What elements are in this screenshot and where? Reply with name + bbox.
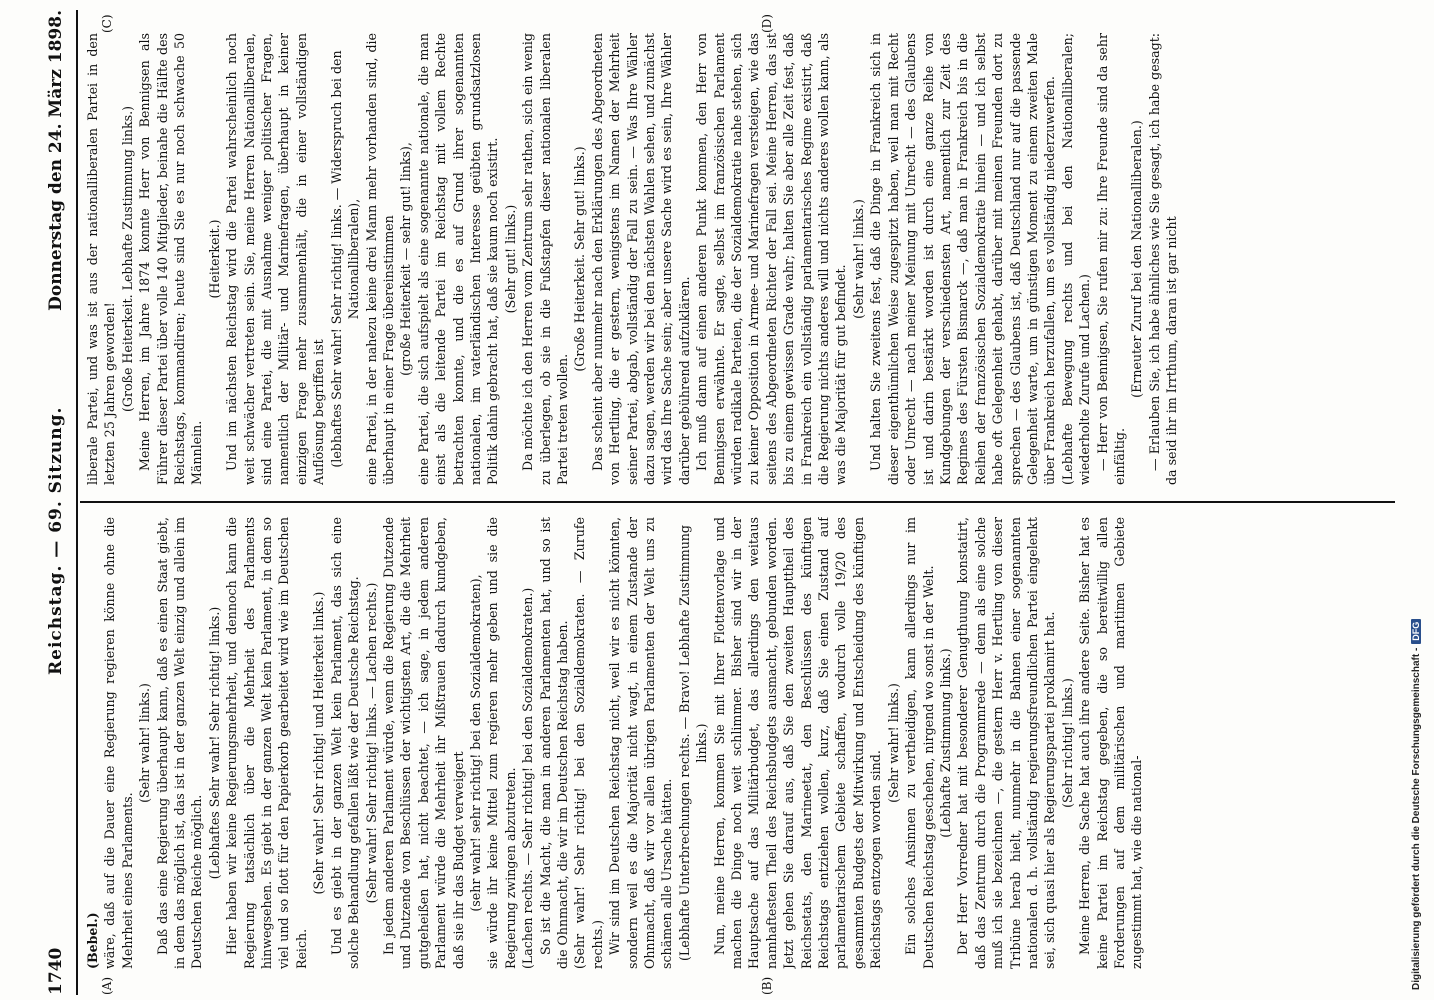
paragraph: Nun, meine Herren, kommen Sie mit Ihrer Flottenvorlage und machen die Dinge noch weit schlimmer. Bisher sind wir in der Hauptsache auf das Militärbudget, das allerdings den weitaus namhaftesten Theil des Reichsbudgets ausmacht, gebunden worden. Jetzt gehen Sie darauf aus, daß Sie den zweiten Haupttheil des Reichsetats, den Marineetat, den Beschlüssen des künftigen Reichstags entziehen wollen, kurz, daß Sie einen Zustand auf parlamentarischem Gebiete schaffen, wodurch volle 19/20 des gesammten Budgets der Mitwirkung und Entscheidung des künftigen Reichstags entzogen worden sind. [711, 517, 884, 969]
paragraph: Ein solches Ansinnen zu vertheidigen, kann allerdings nur im Deutschen Reichstag geschehen, nirgend wo sonst in der Welt. [903, 517, 936, 969]
paragraph: (lebhaftes Sehr wahr! Sehr richtig! links. — Widerspruch bei den Nationalliberalen), [328, 50, 362, 468]
paragraph: (Sehr wahr! Sehr richtig! und Heiterkeit links.) [311, 591, 327, 895]
paragraph: (Große Heiterkeit. Sehr gut! links.) [572, 146, 588, 372]
paragraph: eine Partei, die sich aufspielt als eine sogenannte nationale, die man einst als die leitende Partei im Reichstag mit vollem Rechte betrachten konnte, und die es auf Grund ihrer sogenannten nationalen, im vaterländischen Interesse geübten grundsatzlosen Politik dahin gebracht hat, daß sie kaum noch existirt. [415, 33, 501, 485]
dfg-logo: DFG [1411, 619, 1421, 644]
paragraph: Das scheint aber nunmehr nach den Erklärungen des Abgeordneten von Hertling, die er gestern, wenigstens im Namen der Mehrheit seiner Partei, abgab, vollständig der Fall zu sein. — Was Ihre Wähler dazu sagen, werden wir bei den nächsten Wahlen sehen, und zunächst wird das Ihre Sache sein; aber unsere Sache wird es sein, Ihre Wähler darüber gebührend aufzuklären. [589, 33, 692, 485]
paragraph: (Lebhaftes Sehr wahr! Sehr richtig! links.) [206, 606, 222, 880]
margin-mark-b: (B) [760, 976, 774, 995]
paragraph: (große Heiterkeit — sehr gut! links), [398, 142, 414, 376]
paragraph: sie würde ihr keine Mittel zum regieren mehr geben und sie die Regierung zwingen abzutreten. [485, 517, 518, 969]
paragraph: Und es giebt in der ganzen Welt kein Parlament, das sich eine solche Behandlung gefallen läßt wie der Deutsche Reichstag. [328, 517, 362, 969]
paragraph: Meine Herren, die Sache hat auch ihre andere Seite. Bisher hat es keine Partei im Reichstag gegeben, die so bereitwillig allen Forderungen auf dem militärischen und maritimen Gebiete zugestimmt hat, wie die national- [1077, 517, 1145, 969]
paragraph: (Heiterkeit.) [206, 219, 222, 299]
paragraph: Daß das eine Regierung überhaupt kann, daß es einen Staat giebt, in dem das möglich ist, das ist in der ganzen Welt einzig und allein im Deutschen Reiche möglich. [154, 517, 205, 969]
paragraph: (Große Heiterkeit. Lebhafte Zustimmung links.) [119, 105, 135, 413]
newspaper-page [40, 10, 1400, 995]
paragraph: (Lebhafte Unterbrechungen rechts. — Bravo! Lebhafte Zustimmung links.) [676, 525, 710, 961]
paragraph: (Lebhafte Bewegung rechts und bei den Nationalliberalen; wiederholte Zurufe und Lachen.) [1059, 33, 1093, 485]
paragraph: (Lachen rechts. — Sehr richtig! bei den Sozialdemokraten.) [520, 587, 536, 969]
paragraph: — Herr von Bennigsen, Sie rufen mir zu: Ihre Freunde sind da sehr einfältig. [1094, 33, 1127, 485]
paragraph: (Sehr wahr! Sehr richtig! bei den Sozialdemokraten. — Zurufe rechts.) [572, 517, 605, 969]
session-title: Reichstag. — 69. Sitzung. [46, 406, 66, 675]
paragraph: Und im nächsten Reichstag wird die Partei wahrscheinlich noch weit schwächer vertreten sein. Sie, meine Herren Nationalliberalen, sind eine Partei, die mit Ausnahme weniger politischer Fragen, namentlich der Militär- und Marinefragen, überhaupt in keiner einzigen Frage mehr zusammenhält, die in einer vollständigen Auflösung begriffen ist [224, 33, 327, 485]
paragraph: (Bebel.) [85, 912, 100, 969]
paragraph: (Sehr wahr! links.) [850, 199, 866, 319]
left-text-column [84, 517, 1394, 969]
right-text-column [84, 33, 1394, 485]
paragraph: (Lebhafte Zustimmung links.) [937, 648, 953, 838]
paragraph: (Sehr wahr! Sehr richtig! links. — Lachen rechts.) [363, 582, 379, 904]
paragraph: Meine Herren, im Jahre 1874 konnte Herr von Bennigsen als Führer dieser Partei über volle 140 Mitglieder, beinahe die Hälfte des Reichstags, kommandiren; heute sind Sie es nur noch schwache 50 Männlein. [137, 33, 205, 485]
paragraph: Hier haben wir keine Regierungsmehrheit, und dennoch kann die Regierung tatsächlich über die Mehrheit des Parlaments hinwegsehen. Es giebt in der ganzen Welt kein Parlament, in dem so viel und so flott für den Papierkorb gearbeitet wird wie im Deutschen Reich. [224, 517, 309, 969]
paragraph: So ist die Macht, die man in anderen Parlamenten hat, und so ist die Ohnmacht, die wir im Deutschen Reichstag haben. [537, 517, 570, 969]
page-number: 1740 [46, 947, 66, 995]
paragraph: (Sehr wahr! links.) [137, 683, 153, 803]
paragraph: (Erneuter Zuruf bei den Nationalliberalen.) [1129, 120, 1145, 398]
margin-mark-d: (D) [760, 14, 774, 33]
paragraph: Der Herr Vorredner hat mit besonderer Genugthuung konstatirt, daß das Zentrum durch die Programmrede — denn als eine solche muß ich sie bezeichnen —, die gestern Herr v. Hertling von dieser Tribüne herab hielt, nunmehr in die Bahnen einer sogenannten nationalen d. h. vollständig regierungsfreundlichen Partei eingelenkt sei, sich quasi hier als Regierungspartei proklamirt hat. [955, 517, 1058, 969]
paragraph: (sehr wahr! sehr richtig! bei den Sozialdemokraten), [467, 574, 483, 912]
header-rule [76, 10, 78, 995]
paragraph: Und halten Sie zweitens fest, daß die Dinge in Frankreich sich in dieser eigenthümlichen Weise zugespitzt haben, weil man mit Recht oder Unrecht — nach meiner Meinung mit Unrecht — des Glaubens ist und darin bestärkt worden ist durch eine ganze Reihe von Kundgebungen der verschiedensten Art, namentlich zur Zeit des Regimes des Fürsten Bismarck —, daß man in Frankreich bis in die Reihen der französischen Sozialdemokratie hinein — und ich selbst habe oft Gelegenheit gehabt, darüber mit meinen Freunden dort zu sprechen — des Glaubens ist, daß Deutschland nur auf die passende Gelegenheit warte, um in günstigen Moment zu einem zweiten Male über Frankreich herzufallen, um es vollständig niederzuwerfen. [868, 33, 1058, 485]
paragraph: (Sehr gut! links.) [502, 204, 518, 314]
session-date: Donnerstag den 24. März 1898. [46, 10, 66, 311]
paragraph: wäre, daß auf die Dauer eine Regierung regieren könne ohne die Mehrheit eines Parlaments. [102, 517, 135, 969]
paragraph: Da möchte ich den Herren vom Zentrum sehr rathen, sich ein wenig zu überlegen, ob sie in die Fußstapfen dieser nationalen liberalen Partei treten wollen. [520, 33, 570, 485]
margin-mark-a: (A) [100, 976, 114, 995]
page-header [40, 10, 80, 995]
paragraph: — Erlauben Sie, ich habe ähnliches wie Sie gesagt, ich habe gesagt: da seid ihr im Irrthum, daran ist gar nicht [1146, 33, 1180, 485]
paragraph: (Sehr richtig! links.) [1059, 678, 1075, 808]
paragraph: eine Partei, in der nahezu keine drei Mann mehr vorhanden sind, die überhaupt in einer Frage übereinstimmen [363, 33, 396, 485]
paragraph: liberale Partei, und was ist aus der nationalliberalen Partei in den letzten 25 Jahren geworden! [85, 33, 118, 485]
paragraph: (Sehr wahr! links.) [885, 683, 901, 803]
digitization-attribution [1411, 10, 1433, 990]
paragraph: Wir sind im Deutschen Reichstag nicht, weil wir es nicht könnten, sondern weil es die Majorität nicht wagt, in einem Zustande der Ohnmacht, daß wir vor allen übrigen Parlamenten der Welt uns zu schämen alle Ursache hätten. [607, 517, 675, 969]
paragraph: Ich muß dann auf einen anderen Punkt kommen, den Herr von Bennigsen erwähnte. Er sagte, selbst im französischen Parlament würden radikale Parteien, die der Sozialdemokratie nahe stehen, sich zu keiner Opposition in Armee- und Marinefragen versteigen, wie das seitens des Abgeordneten Richter der Fall sei. Meine Herren, das ist bis zu einem gewissen Grade wahr; halten Sie aber alle Zeit fest, daß in Frankreich ein vollständig parlamentarisches Regime existirt, daß die Regierung nichts anderes will und nichts anderes wollen kann, als was die Majorität für gut befindet. [694, 33, 849, 485]
column-divider [80, 501, 1395, 503]
margin-mark-c: (C) [100, 14, 114, 33]
paragraph: In jedem anderen Parlament würde, wenn die Regierung Dutzende und Dutzende von Beschlüssen der wichtigsten Art, die die Mehrheit gutgeheißen hat, nicht beachtet, — ich sage, in jedem anderen Parlament würde die Mehrheit ihr Mißtrauen dadurch kundgeben, daß sie ihr das Budget verweigert [380, 517, 466, 969]
attribution-text: Digitalisierung gefördert durch die Deutsche Forschungsgemeinschaft - [1411, 647, 1422, 990]
